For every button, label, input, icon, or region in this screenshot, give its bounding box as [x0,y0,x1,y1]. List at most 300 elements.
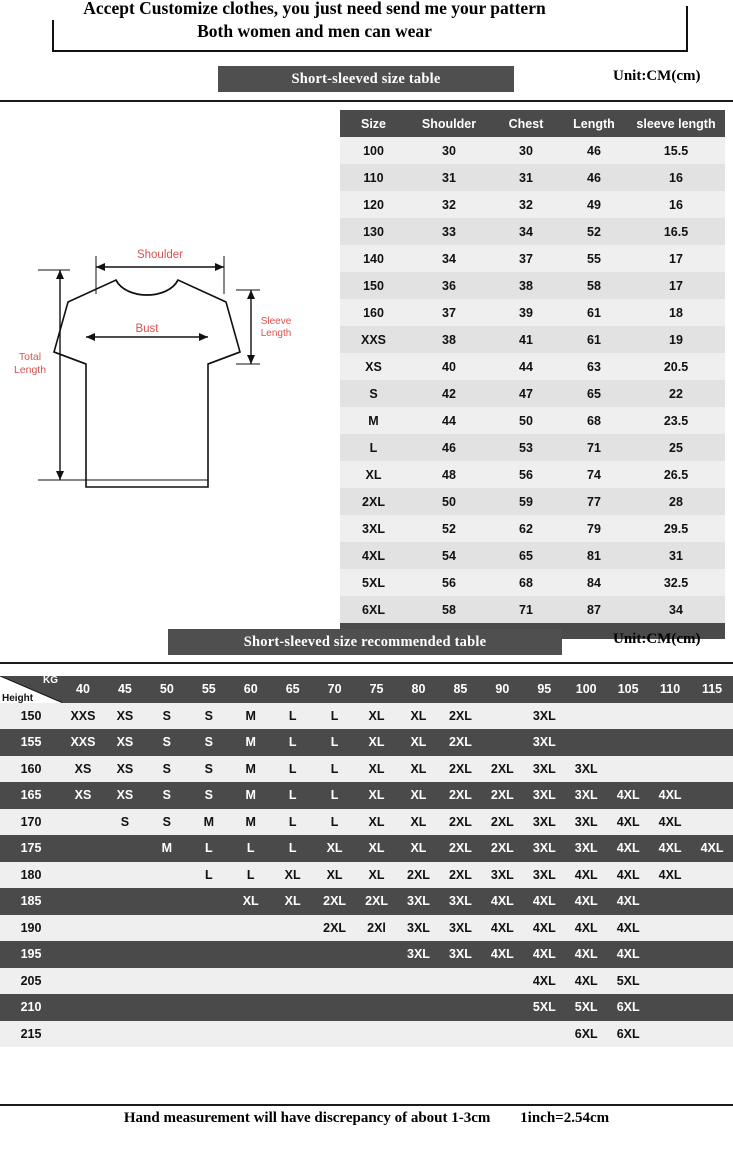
recommended-size-cell: XL [356,756,398,783]
size-cell: 4XL [340,542,407,569]
recommended-size-cell [272,968,314,995]
measure-cell: 31 [407,164,491,191]
recommended-size-cell: 2XL [356,888,398,915]
recommended-size-cell: 5XL [523,994,565,1021]
total-length-label-1: Total [18,351,42,363]
recommended-size-cell [314,994,356,1021]
recommended-size-cell [565,703,607,730]
recommended-size-cell [272,915,314,942]
recommended-size-cell: 3XL [565,782,607,809]
size-cell: 160 [340,299,407,326]
shoulder-col-header: Shoulder [407,110,491,137]
recommended-table-row [0,782,733,809]
recommended-size-cell: L [272,835,314,862]
recommended-size-cell: 4XL [565,862,607,889]
recommended-size-cell: L [314,729,356,756]
recommended-size-cell: 4XL [481,941,523,968]
recommended-size-cell: 6XL [607,994,649,1021]
measure-cell: 71 [561,434,627,461]
measure-cell: 37 [491,245,561,272]
size-table-row [340,461,725,488]
recommended-size-cell: XL [272,888,314,915]
recommended-size-cell [62,915,104,942]
kg-label: KG [43,675,58,686]
height-row-header: 210 [0,994,62,1021]
height-row-header: 180 [0,862,62,889]
recommended-size-cell: S [104,809,146,836]
recommended-size-cell: XL [272,862,314,889]
recommended-size-cell [146,941,188,968]
recommended-size-cell: 6XL [607,1021,649,1048]
recommended-size-cell: 3XL [439,915,481,942]
tshirt-svg [8,232,318,502]
size-table-row [340,272,725,299]
recommended-size-cell: XL [356,835,398,862]
size-table-row [340,299,725,326]
weight-col-header: 110 [649,676,691,703]
height-row-header: 170 [0,809,62,836]
height-row-header: 165 [0,782,62,809]
divider-middle [0,662,733,664]
recommended-size-cell: 4XL [523,941,565,968]
recommended-size-cell: 3XL [439,888,481,915]
recommended-size-cell [607,756,649,783]
measure-cell: 19 [627,326,725,353]
recommended-size-cell [356,1021,398,1048]
recommended-size-cell: L [188,835,230,862]
bust-label: Bust [135,323,159,335]
recommended-size-cell [104,968,146,995]
measure-cell: 49 [561,191,627,218]
tshirt-measurement-diagram [8,232,318,502]
recommended-size-cell [398,968,440,995]
recommended-size-cell: XL [398,703,440,730]
recommended-size-cell [104,1021,146,1048]
weight-col-header: 95 [523,676,565,703]
recommended-size-cell: XS [104,756,146,783]
measure-cell: 52 [561,218,627,245]
measure-cell: 26.5 [627,461,725,488]
recommended-size-cell [481,994,523,1021]
measure-cell: 41 [491,326,561,353]
measure-cell: 46 [561,164,627,191]
recommended-size-cell [188,994,230,1021]
recommended-size-cell [230,1021,272,1048]
weight-col-header: 45 [104,676,146,703]
measure-cell: 53 [491,434,561,461]
recommended-size-cell: M [230,729,272,756]
recommended-size-cell [62,809,104,836]
recommended-size-cell: 2XL [439,756,481,783]
recommended-size-cell: 2XL [439,835,481,862]
recommended-size-cell: S [146,703,188,730]
recommended-size-cell: 4XL [649,782,691,809]
recommended-size-cell: XL [356,703,398,730]
recommended-size-cell [146,862,188,889]
recommended-size-cell [356,968,398,995]
size-col-header: Size [340,110,407,137]
measure-cell: 56 [491,461,561,488]
recommended-size-cell: 3XL [523,729,565,756]
recommended-size-cell [649,994,691,1021]
recommended-table-unit: Unit:CM(cm) [613,631,701,647]
recommended-size-cell: 3XL [523,756,565,783]
measure-cell: 46 [561,137,627,164]
measure-cell: 50 [491,407,561,434]
measure-cell: 32 [491,191,561,218]
recommended-size-cell: M [230,809,272,836]
recommended-size-cell [188,915,230,942]
recommended-size-cell: 3XL [481,862,523,889]
recommended-table-row [0,862,733,889]
weight-col-header: 100 [565,676,607,703]
recommended-size-cell: S [146,756,188,783]
size-table-row [340,326,725,353]
recommended-size-cell [607,703,649,730]
measure-cell: 34 [407,245,491,272]
measure-cell: 52 [407,515,491,542]
recommended-size-cell [649,968,691,995]
recommended-size-cell: 3XL [439,941,481,968]
recommended-size-cell: 2XL [439,862,481,889]
recommended-size-cell: 3XL [398,888,440,915]
measure-cell: 77 [561,488,627,515]
measure-cell: 32 [407,191,491,218]
chest-col-header: Chest [491,110,561,137]
recommended-size-cell [146,888,188,915]
recommended-size-cell: L [314,756,356,783]
recommended-size-cell [523,1021,565,1048]
recommended-size-cell [649,1021,691,1048]
measure-cell: 34 [491,218,561,245]
size-table-row [340,596,725,623]
divider-bottom [0,1104,733,1106]
recommended-size-cell: 4XL [523,915,565,942]
sleeve-length-label-1: Sleeve [260,316,292,327]
size-table-header-row [340,110,725,137]
size-cell: XL [340,461,407,488]
recommended-table-row [0,888,733,915]
size-table-unit: Unit:CM(cm) [613,68,701,84]
size-table-row [340,137,725,164]
recommended-size-cell: L [314,782,356,809]
recommended-size-cell [439,1021,481,1048]
recommended-size-cell [314,968,356,995]
header-line-1: Accept Customize clothes, you just need send me your pattern [0,0,681,20]
size-cell: 6XL [340,596,407,623]
recommended-size-cell [272,1021,314,1048]
recommended-size-cell: 4XL [649,835,691,862]
recommended-size-cell [62,888,104,915]
recommended-size-cell [691,729,733,756]
height-row-header: 205 [0,968,62,995]
size-table-row [340,569,725,596]
recommended-size-cell: 2XL [398,862,440,889]
recommended-size-cell [62,994,104,1021]
measure-cell: 32.5 [627,569,725,596]
size-table-row [340,353,725,380]
measure-cell: 28 [627,488,725,515]
recommended-size-cell [649,915,691,942]
height-row-header: 175 [0,835,62,862]
recommended-size-cell: 5XL [565,994,607,1021]
recommended-size-cell [62,862,104,889]
recommended-size-cell: 3XL [565,835,607,862]
recommended-size-cell: S [146,782,188,809]
recommended-size-cell: L [272,703,314,730]
measure-cell: 48 [407,461,491,488]
measure-cell: 16 [627,191,725,218]
measure-cell: 68 [491,569,561,596]
measure-cell: 38 [491,272,561,299]
size-table-row [340,407,725,434]
recommended-size-cell [649,729,691,756]
recommended-size-cell: XL [356,782,398,809]
recommended-size-cell: 6XL [565,1021,607,1048]
recommended-size-cell [356,941,398,968]
recommended-size-cell [691,915,733,942]
height-row-header: 185 [0,888,62,915]
recommended-size-cell: S [146,809,188,836]
recommended-size-cell: 3XL [565,756,607,783]
measure-cell: 46 [407,434,491,461]
measure-cell: 59 [491,488,561,515]
recommended-size-cell: XL [356,862,398,889]
recommended-size-cell: S [188,756,230,783]
recommended-size-cell: 4XL [607,888,649,915]
recommended-size-cell: 2XL [481,782,523,809]
recommended-table-header-row [0,676,733,703]
weight-col-header: 70 [314,676,356,703]
recommended-size-cell: 2XL [481,809,523,836]
measure-cell: 15.5 [627,137,725,164]
recommended-size-cell: 3XL [523,835,565,862]
recommended-table-title: Short-sleeved size recommended table [168,629,562,655]
recommended-size-cell: 4XL [565,941,607,968]
recommended-size-cell: 2XL [439,782,481,809]
recommended-size-cell [398,994,440,1021]
length-col-header: Length [561,110,627,137]
recommended-size-cell: 2XL [481,756,523,783]
recommended-size-cell [691,809,733,836]
recommended-size-cell [398,1021,440,1048]
kg-height-corner-cell [0,676,62,703]
recommended-size-cell: 4XL [565,968,607,995]
recommended-size-cell: 3XL [398,941,440,968]
recommended-size-cell [230,994,272,1021]
recommended-size-cell [230,968,272,995]
recommended-size-cell: 3XL [523,862,565,889]
size-cell: M [340,407,407,434]
recommended-size-cell: XL [356,729,398,756]
weight-col-header: 115 [691,676,733,703]
measure-cell: 30 [407,137,491,164]
measure-cell: 65 [491,542,561,569]
recommended-size-cell [607,729,649,756]
recommended-size-cell: 2XL [439,703,481,730]
recommended-size-cell: XXS [62,703,104,730]
measure-cell: 74 [561,461,627,488]
recommended-table-row [0,994,733,1021]
recommended-size-cell: 3XL [565,809,607,836]
height-row-header: 190 [0,915,62,942]
measure-cell: 16.5 [627,218,725,245]
recommended-size-cell [649,888,691,915]
measurement-note: Hand measurement will have discrepancy of about 1-3cm [123,1110,491,1126]
shoulder-label: Shoulder [136,249,184,261]
measure-cell: 30 [491,137,561,164]
size-table-row [340,191,725,218]
recommended-size-cell: 4XL [607,835,649,862]
recommended-size-cell: XL [398,756,440,783]
recommended-size-cell: L [272,756,314,783]
recommended-size-cell [691,756,733,783]
recommended-size-cell [188,941,230,968]
recommended-size-cell [649,941,691,968]
size-cell: XS [340,353,407,380]
recommended-table-row [0,729,733,756]
measure-cell: 68 [561,407,627,434]
recommended-size-cell: XL [398,809,440,836]
size-cell: S [340,380,407,407]
recommended-size-cell: S [188,703,230,730]
recommended-size-cell: M [230,703,272,730]
recommended-size-cell: XS [104,703,146,730]
measure-cell: 33 [407,218,491,245]
measure-cell: 31 [627,542,725,569]
recommended-table-row [0,756,733,783]
size-table [340,110,725,639]
recommended-size-cell [439,994,481,1021]
size-table-row [340,488,725,515]
size-cell: 110 [340,164,407,191]
recommended-size-cell: L [272,809,314,836]
measure-cell: 55 [561,245,627,272]
recommended-size-cell [649,703,691,730]
recommended-table-row [0,1021,733,1048]
recommended-size-cell [691,862,733,889]
recommended-size-cell: 3XL [523,809,565,836]
recommended-size-cell: 4XL [565,915,607,942]
recommended-size-cell: XS [62,756,104,783]
weight-col-header: 65 [272,676,314,703]
recommended-size-cell [272,941,314,968]
recommended-size-cell [691,888,733,915]
recommended-size-cell: XS [62,782,104,809]
measure-cell: 16 [627,164,725,191]
height-row-header: 195 [0,941,62,968]
measure-cell: 44 [491,353,561,380]
measure-cell: 40 [407,353,491,380]
measure-cell: 71 [491,596,561,623]
recommended-size-cell: 2XL [314,915,356,942]
recommended-size-cell: XL [398,782,440,809]
weight-col-header: 85 [439,676,481,703]
measure-cell: 81 [561,542,627,569]
size-table-row [340,434,725,461]
recommended-size-cell: 4XL [607,809,649,836]
recommended-size-cell [691,968,733,995]
measure-cell: 29.5 [627,515,725,542]
divider-top [0,100,733,102]
recommended-size-cell [104,915,146,942]
recommended-size-cell: 2XL [439,729,481,756]
recommended-size-cell [104,941,146,968]
measure-cell: 87 [561,596,627,623]
measure-cell: 61 [561,299,627,326]
size-table-row [340,245,725,272]
recommended-size-cell [356,994,398,1021]
recommended-size-cell: 4XL [607,941,649,968]
recommended-size-cell [62,835,104,862]
measure-cell: 58 [561,272,627,299]
recommended-size-cell [188,888,230,915]
size-cell: 140 [340,245,407,272]
recommended-size-cell: 4XL [481,915,523,942]
recommended-table-row [0,703,733,730]
measure-cell: 31 [491,164,561,191]
recommended-table-row [0,809,733,836]
size-cell: 100 [340,137,407,164]
recommended-size-cell: XL [398,729,440,756]
size-cell: 5XL [340,569,407,596]
measure-cell: 84 [561,569,627,596]
measure-cell: 42 [407,380,491,407]
measure-cell: 50 [407,488,491,515]
size-table-row [340,380,725,407]
recommended-size-cell [691,941,733,968]
weight-col-header: 105 [607,676,649,703]
recommended-size-cell: L [230,862,272,889]
recommended-size-cell: L [230,835,272,862]
recommended-size-cell: 4XL [691,835,733,862]
header-line-2: Both women and men can wear [197,21,432,41]
recommended-size-cell [62,1021,104,1048]
measure-cell: 56 [407,569,491,596]
weight-col-header: 90 [481,676,523,703]
recommended-table-row [0,941,733,968]
size-table-row [340,542,725,569]
recommended-size-cell: L [272,729,314,756]
recommended-size-cell [188,968,230,995]
height-row-header: 150 [0,703,62,730]
measure-cell: 47 [491,380,561,407]
recommended-size-cell [62,941,104,968]
size-table-title: Short-sleeved size table [218,66,514,92]
recommended-table-row [0,968,733,995]
recommended-size-cell: L [314,809,356,836]
recommended-size-cell: M [230,756,272,783]
recommended-size-cell: 4XL [649,809,691,836]
total-length-label-2: Length [13,364,47,376]
recommended-size-cell [565,729,607,756]
recommended-size-cell: XL [314,862,356,889]
recommended-size-cell [691,1021,733,1048]
recommended-size-cell: XL [398,835,440,862]
recommended-size-cell: 4XL [607,782,649,809]
measure-cell: 63 [561,353,627,380]
size-cell: 120 [340,191,407,218]
measure-cell: 36 [407,272,491,299]
measure-cell: 79 [561,515,627,542]
recommended-table-wrapper [0,676,733,1047]
height-label: Height [2,692,34,704]
recommended-size-cell [104,862,146,889]
recommended-size-cell [272,994,314,1021]
measure-cell: 23.5 [627,407,725,434]
recommended-size-cell: 2Xl [356,915,398,942]
height-row-header: 160 [0,756,62,783]
